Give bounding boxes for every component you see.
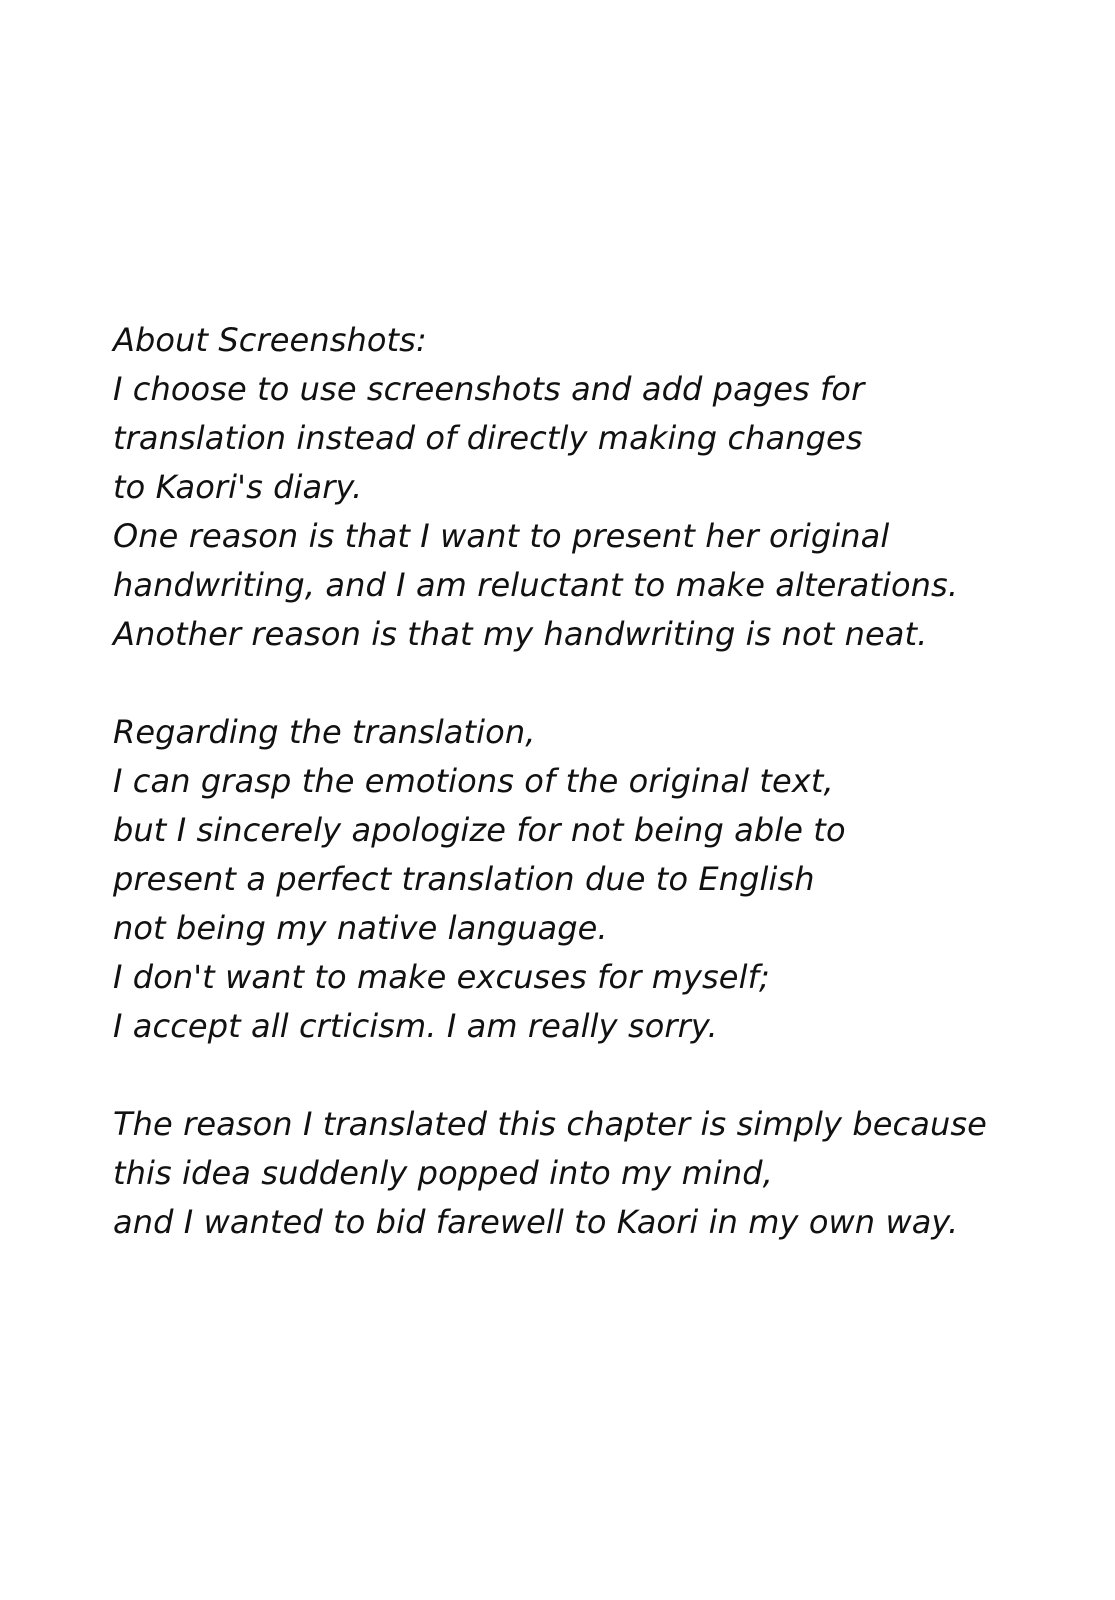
note-line: to Kaori's diary. (113, 468, 363, 506)
screenshots-section (113, 316, 1073, 659)
translator-note (113, 316, 1073, 1247)
note-line: not being my native language. (113, 909, 608, 947)
note-line: this idea suddenly popped into my mind, (113, 1154, 773, 1192)
note-line: and I wanted to bid farewell to Kaori in my own way. (113, 1203, 959, 1241)
note-line: present a perfect translation due to English (113, 860, 815, 898)
note-line: I don't want to make excuses for myself; (113, 958, 770, 996)
note-line: Regarding the translation, (113, 713, 536, 751)
paragraph-gap (113, 1051, 1073, 1100)
note-line: I accept all crticism. I am really sorry. (113, 1007, 718, 1045)
section-heading: About Screenshots: (113, 321, 427, 359)
note-line: Another reason is that my handwriting is not neat. (113, 615, 928, 653)
note-line: handwriting, and I am reluctant to make alterations. (113, 566, 959, 604)
paragraph-gap (113, 659, 1073, 708)
note-line: I can grasp the emotions of the original text, (113, 762, 834, 800)
note-line: One reason is that I want to present her original (113, 517, 890, 555)
note-line: The reason I translated this chapter is simply because (113, 1105, 987, 1143)
reason-section (113, 1100, 1073, 1247)
translation-section (113, 708, 1073, 1051)
note-line: translation instead of directly making changes (113, 419, 863, 457)
note-line: I choose to use screenshots and add pages for (113, 370, 865, 408)
note-line: but I sincerely apologize for not being able to (113, 811, 846, 849)
